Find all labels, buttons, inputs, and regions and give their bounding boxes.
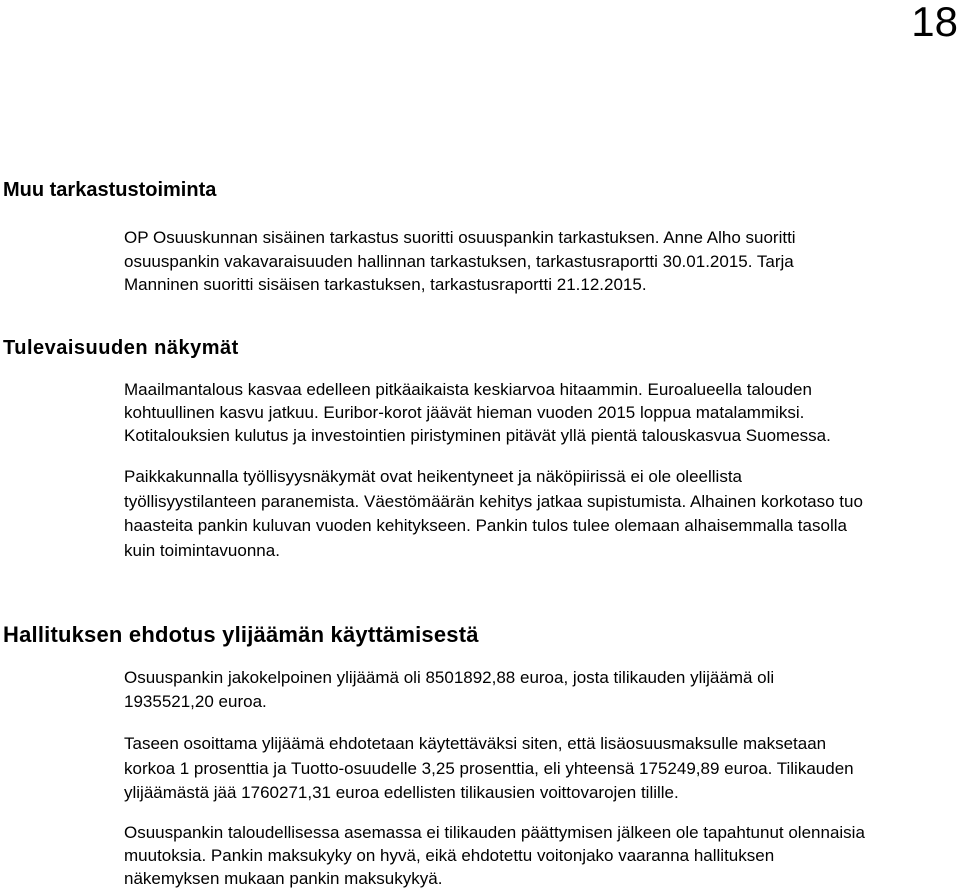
text-line: osuuspankin vakavaraisuuden hallinnan tarkastuksen, tarkastusraportti 30.01.2015. Tarja (124, 251, 794, 271)
text-line: korkoa 1 prosenttia ja Tuotto-osuudelle 3,25 prosenttia, eli yhteensä 175249,89 euroa. Tilikauden (124, 758, 854, 778)
text-line: haasteita pankin kuluvan vuoden kehitykseen. Pankin tulos tulee olemaan alhaisemmalla tasolla (124, 516, 847, 535)
text-line: 1935521,20 euroa. (124, 691, 267, 711)
paragraph-hallitus-2 (124, 732, 950, 806)
paragraph-muu-tarkastustoiminta (124, 226, 950, 297)
text-line: Osuuspankin taloudellisessa asemassa ei tilikauden päättymisen jälkeen ole tapahtunut olennaisia (124, 823, 865, 842)
text-line: Paikkakunnalla työllisyysnäkymät ovat heikentyneet ja näköpiirissä ei ole oleellista (124, 467, 742, 486)
paragraph-tulevaisuus-2 (124, 465, 950, 563)
text-line: OP Osuuskunnan sisäinen tarkastus suoritti osuuspankin tarkastuksen. Anne Alho suoritti (124, 228, 796, 247)
text-line: Osuuspankin jakokelpoinen ylijäämä oli 8501892,88 euroa, josta tilikauden ylijäämä oli (124, 668, 775, 687)
text-line: Maailmantalous kasvaa edelleen pitkäaikaista keskiarvoa hitaammin. Euroalueella talouden (124, 380, 812, 399)
section-heading-muu-tarkastustoiminta: Muu tarkastustoiminta (3, 179, 217, 201)
text-line: työllisyystilanteen paranemista. Väestömäärän kehitys jatkaa supistumista. Alhainen korkotaso tuo (124, 491, 863, 511)
text-line: näkemyksen mukaan pankin maksukykyä. (124, 869, 443, 888)
text-line: muutoksia. Pankin maksukyky on hyvä, eikä ehdotettu voitonjako vaaranna hallituksen (124, 846, 775, 865)
section-heading-hallituksen-ehdotus: Hallituksen ehdotus ylijäämän käyttämisestä (3, 622, 479, 647)
text-line: Kotitalouksien kulutus ja investointien piristyminen pitävät yllä pientä talouskasvua Suomessa. (124, 426, 831, 445)
text-line: Taseen osoittama ylijäämä ehdotetaan käytettäväksi siten, että lisäosuusmaksulle maksetaan (124, 734, 827, 753)
text-line: kuin toimintavuonna. (124, 540, 280, 560)
text-line: Manninen suoritti sisäisen tarkastuksen, tarkastusraportti 21.12.2015. (124, 275, 647, 294)
section-heading-tulevaisuuden-nakymat: Tulevaisuuden näkymät (3, 337, 239, 359)
paragraph-hallitus-1 (124, 666, 950, 713)
paragraph-tulevaisuus-1 (124, 378, 950, 447)
text-line: kohtuullinen kasvu jatkuu. Euribor-korot jäävät hieman vuoden 2015 loppua matalammiksi. (124, 403, 805, 422)
text-line: ylijäämästä jää 1760271,31 euroa edellisten tilikausien voittovarojen tilille. (124, 783, 679, 802)
page-number: 18 (911, 0, 958, 45)
paragraph-hallitus-3 (124, 821, 950, 890)
